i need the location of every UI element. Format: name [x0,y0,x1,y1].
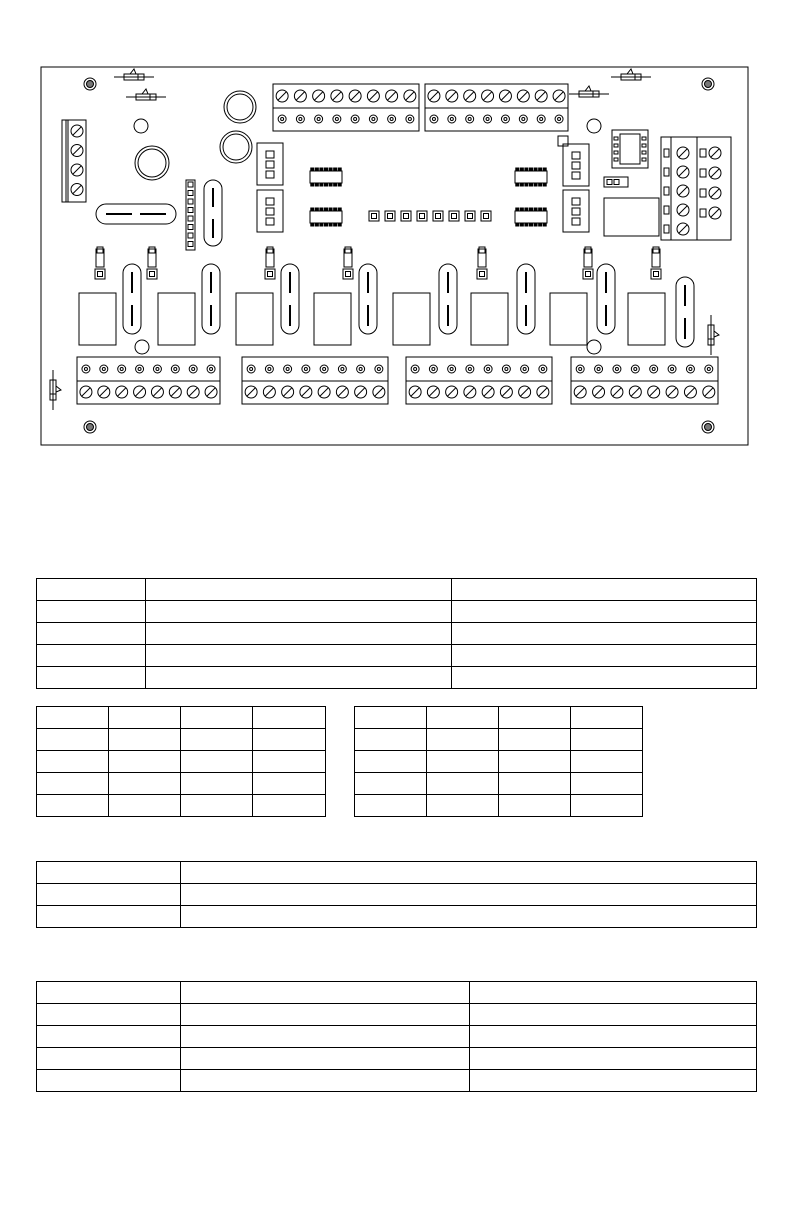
terminal-block-bottom-2 [242,357,388,404]
capacitor [224,91,256,123]
table-cell [37,906,181,928]
table-row [355,795,643,817]
fuse [96,204,176,224]
pin [448,365,456,373]
pin [502,365,510,373]
jumper [477,247,487,279]
table-cell [253,773,326,795]
led [401,211,411,221]
pin [501,115,509,123]
table-cell [253,707,326,729]
table-cell [37,884,181,906]
table-row [37,1048,757,1070]
fuse [597,264,615,334]
relay [314,293,351,345]
pin [171,365,179,373]
table-cell [181,707,253,729]
relay [393,293,430,345]
pin-header [186,180,195,250]
pin [315,115,323,123]
table-cell [355,773,427,795]
pin [357,365,365,373]
table-cell [452,579,757,601]
table-cell [37,707,109,729]
pin [686,365,694,373]
pin [136,365,144,373]
led [385,211,395,221]
table-cell [37,1048,181,1070]
table-cell [427,773,499,795]
fuse [202,264,220,334]
pin [388,115,396,123]
table-a [36,578,757,689]
table-row [37,729,326,751]
pin [519,115,527,123]
jumper [147,247,157,279]
relay [471,293,508,345]
table-b-right [354,706,643,817]
pin [153,365,161,373]
pin [521,365,529,373]
pin [189,365,197,373]
pin [82,365,90,373]
table-cell [181,1070,470,1092]
pin [265,365,273,373]
table-row [37,1004,757,1026]
capacitor [135,146,169,180]
table-cell [427,795,499,817]
table-cell [181,795,253,817]
relay [604,198,659,236]
table-cell [499,707,571,729]
pin [537,115,545,123]
diode [126,89,166,100]
terminal-block-bottom-4 [571,357,718,404]
pin [247,365,255,373]
table-cell [37,645,146,667]
table-cell [355,729,427,751]
table-cell [452,623,757,645]
diode [569,86,609,97]
table-cell [499,751,571,773]
table-cell [355,795,427,817]
table-cell [571,729,643,751]
fuse [439,264,457,334]
pin [555,115,563,123]
dip-switch [563,144,589,186]
table-cell [37,982,181,1004]
ic-chip [310,208,342,226]
jumper [651,247,661,279]
table-cell [37,623,146,645]
table-row [37,751,326,773]
ic-chip [515,168,547,186]
hole [587,119,601,133]
pin [705,365,713,373]
fuse [676,277,694,347]
pin [338,365,346,373]
table-cell [181,1026,470,1048]
table-cell [427,751,499,773]
relay [550,293,587,345]
table-cell [452,667,757,689]
terminal-block-bottom-1 [77,357,220,404]
table-cell [452,645,757,667]
diode [708,315,719,355]
pin [296,115,304,123]
led [449,211,459,221]
pin [613,365,621,373]
pin [466,365,474,373]
table-row [37,884,757,906]
table-cell [355,707,427,729]
table-cell [499,773,571,795]
table-cell [470,1070,757,1092]
fuse [123,264,141,334]
table-row [37,707,326,729]
jumper [95,247,105,279]
led [481,211,491,221]
pin [484,115,492,123]
table-cell [181,1048,470,1070]
jumper [583,247,593,279]
table-cell [181,729,253,751]
diode [114,69,154,80]
jumper [604,177,628,187]
mounting-hole [702,78,714,90]
table-row [37,645,757,667]
table-d [36,981,757,1092]
dip-switch [563,190,589,232]
board-outline [41,67,748,445]
table-cell [470,1026,757,1048]
table-cell [253,795,326,817]
table-row [37,795,326,817]
table-cell [109,773,181,795]
pin [484,365,492,373]
mounting-hole [702,421,714,433]
table-cell [181,982,470,1004]
table-row [37,773,326,795]
pin [631,365,639,373]
terminal-block-bottom-3 [406,357,552,404]
dip-switch [257,190,283,232]
diode [50,370,61,410]
relay [79,293,116,345]
table-cell [571,795,643,817]
table-row [355,729,643,751]
table-cell [181,773,253,795]
table-cell [571,707,643,729]
table-row [37,579,757,601]
table-row [37,601,757,623]
hole [134,119,148,133]
ic-socket [612,130,648,168]
table-cell [37,729,109,751]
table-cell [109,707,181,729]
pin [302,365,310,373]
mounting-hole [84,421,96,433]
relay [158,293,195,345]
pin [118,365,126,373]
pin [668,365,676,373]
table-cell [146,579,452,601]
table-cell [253,751,326,773]
pin [351,115,359,123]
table-row [355,773,643,795]
table-row [37,1026,757,1048]
capacitor [220,131,252,163]
table-cell [37,579,146,601]
table-cell [109,751,181,773]
table-cell [181,884,757,906]
pin [466,115,474,123]
jumper [343,247,353,279]
table-cell [37,1004,181,1026]
pin [650,365,658,373]
pin [375,365,383,373]
table-row [37,982,757,1004]
pin [429,365,437,373]
ic-chip [515,208,547,226]
pin [595,365,603,373]
table-cell [37,667,146,689]
table-cell [146,667,452,689]
table-cell [37,773,109,795]
table-cell [427,729,499,751]
ic-chip [310,168,342,186]
led [369,211,379,221]
table-row [37,862,757,884]
pin [100,365,108,373]
pin [333,115,341,123]
table-cell [146,601,452,623]
fuse [204,180,222,246]
led [433,211,443,221]
relay [628,293,665,345]
table-cell [571,773,643,795]
hole [135,340,149,354]
terminal-block-top-1 [273,84,419,131]
pin [448,115,456,123]
table-cell [181,751,253,773]
terminal-block-left [62,120,86,202]
pin [320,365,328,373]
table-cell [146,645,452,667]
table-cell [146,623,452,645]
jumper [265,247,275,279]
table-c [36,861,757,928]
mounting-hole [84,78,96,90]
table-row [37,667,757,689]
pin [284,365,292,373]
table-cell [470,1004,757,1026]
table-cell [181,1004,470,1026]
pin [539,365,547,373]
pin [278,115,286,123]
diode [611,69,651,80]
table-cell [499,729,571,751]
table-row [37,906,757,928]
fuse [517,264,535,334]
table-cell [109,795,181,817]
table-cell [109,729,181,751]
pin [411,365,419,373]
led [417,211,427,221]
table-row [355,707,643,729]
table-cell [470,1048,757,1070]
circuit-board-diagram [0,0,793,470]
table-cell [37,1070,181,1092]
fuse [359,264,377,334]
terminal-block-top-2 [425,84,568,131]
table-b-left [36,706,326,817]
table-cell [37,751,109,773]
table-cell [37,601,146,623]
pin [406,115,414,123]
pin [369,115,377,123]
pin [430,115,438,123]
table-cell [427,707,499,729]
relay [236,293,273,345]
table-row [355,751,643,773]
fuse [281,264,299,334]
table-cell [499,795,571,817]
table-cell [452,601,757,623]
table-row [37,623,757,645]
table-cell [37,795,109,817]
table-cell [571,751,643,773]
pin [207,365,215,373]
table-cell [181,862,757,884]
led [465,211,475,221]
table-row [37,1070,757,1092]
hole [587,340,601,354]
pin [576,365,584,373]
terminal-block-right [661,137,731,240]
table-cell [470,982,757,1004]
table-cell [181,906,757,928]
table-cell [253,729,326,751]
table-cell [37,1026,181,1048]
dip-switch [257,143,283,185]
table-cell [355,751,427,773]
table-cell [37,862,181,884]
